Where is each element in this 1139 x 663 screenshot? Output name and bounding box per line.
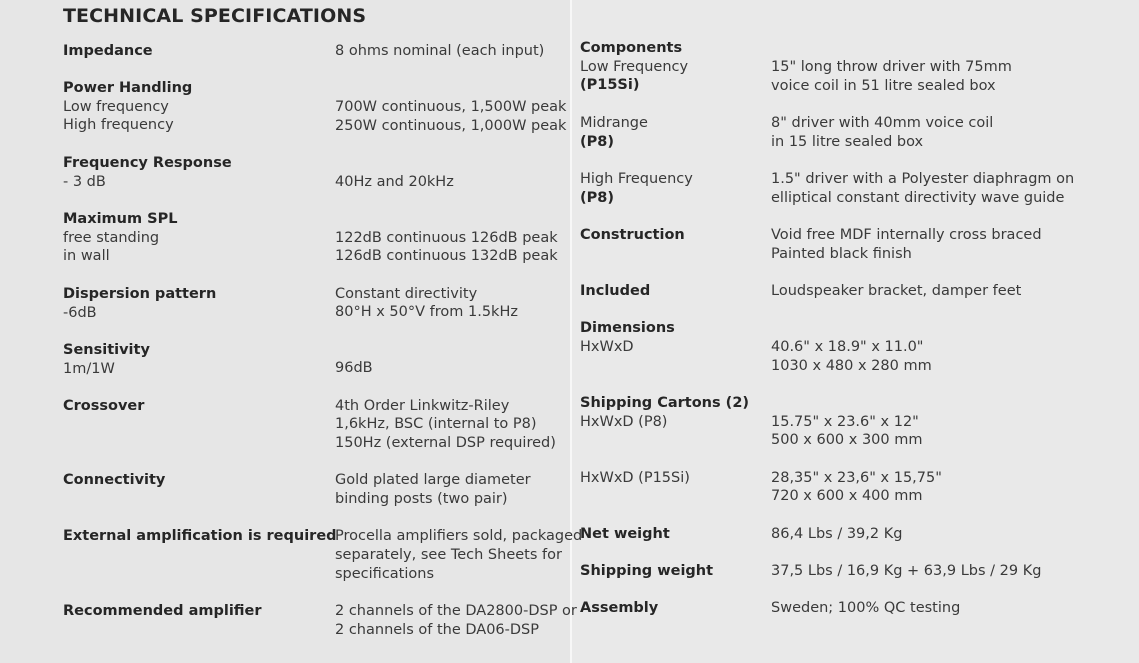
spec-value: 8 ohms nominal (each input) [335, 43, 545, 59]
spec-value: 1,6kHz, BSC (internal to P8) [335, 416, 537, 432]
spec-value: specifications [335, 566, 435, 582]
spec-label: Shipping Cartons (2) [580, 395, 750, 411]
spec-sublabel: High frequency [63, 117, 174, 133]
spec-recommended-amplifier [63, 602, 262, 621]
spec-label: Dispersion pattern [63, 286, 217, 302]
spec-label: Connectivity [63, 472, 166, 488]
spec-label: Crossover [63, 398, 145, 414]
spec-label: Dimensions [580, 320, 675, 336]
spec-midrange [580, 114, 648, 151]
spec-sublabel: Midrange [580, 115, 648, 131]
spec-connectivity [63, 471, 165, 490]
spec-model: (P8) [580, 189, 614, 206]
spec-value: 40.6" x 18.9" x 11.0" [771, 339, 924, 355]
spec-value: Procella amplifiers sold, packaged [335, 528, 583, 544]
spec-label: Impedance [63, 43, 153, 59]
spec-model: (P8) [580, 133, 614, 150]
spec-shipping-weight [580, 562, 713, 581]
spec-value: 96dB [335, 360, 373, 376]
spec-value: elliptical constant directivity wave guide [771, 190, 1065, 206]
spec-sublabel: High Frequency [580, 171, 693, 187]
spec-model: (P15Si) [580, 77, 640, 93]
spec-label: Sensitivity [63, 342, 150, 358]
spec-value: Painted black finish [771, 246, 912, 262]
spec-value: binding posts (two pair) [335, 491, 508, 507]
spec-crossover [63, 397, 144, 416]
spec-value: 150Hz (external DSP required) [335, 435, 556, 451]
spec-sublabel: HxWxD (P8) [580, 413, 668, 430]
spec-sublabel: 1m/1W [63, 360, 115, 377]
spec-value: 15.75" x 23.6" x 12" [771, 414, 919, 430]
spec-included [580, 282, 650, 301]
spec-value: separately, see Tech Sheets for [335, 547, 562, 563]
page-title: TECHNICAL SPECIFICATIONS [63, 5, 367, 27]
spec-value: 2 channels of the DA2800-DSP or [335, 603, 577, 619]
spec-value: Loudspeaker bracket, damper feet [771, 283, 1022, 299]
spec-label: Construction [580, 227, 685, 243]
spec-value: 86,4 Lbs / 39,2 Kg [771, 526, 903, 542]
spec-components [580, 39, 688, 95]
spec-sublabel: -6dB [63, 304, 97, 321]
spec-value: Void free MDF internally cross braced [771, 227, 1042, 243]
spec-label: Assembly [580, 600, 659, 616]
spec-high-frequency [580, 170, 693, 207]
spec-label: Power Handling [63, 80, 193, 96]
spec-label: Net weight [580, 526, 670, 542]
spec-label: Recommended amplifier [63, 603, 262, 619]
spec-value: 2 channels of the DA06-DSP [335, 622, 539, 638]
spec-label: External amplification is required [63, 528, 337, 544]
spec-dispersion-pattern [63, 285, 216, 322]
spec-value: 8" driver with 40mm voice coil [771, 115, 994, 131]
spec-sublabel: free standing [63, 229, 160, 246]
spec-label: Included [580, 283, 651, 299]
spec-value: 122dB continuous 126dB peak [335, 230, 558, 246]
spec-maximum-spl [63, 210, 177, 266]
spec-dimensions [580, 319, 675, 356]
spec-power-handling [63, 79, 192, 135]
spec-value: 500 x 600 x 300 mm [771, 432, 923, 448]
spec-value: 250W continuous, 1,000W peak [335, 118, 567, 134]
spec-value: 1.5" driver with a Polyester diaphragm on [771, 171, 1075, 187]
spec-value: Gold plated large diameter [335, 472, 531, 488]
spec-construction [580, 226, 685, 245]
spec-value: 1030 x 480 x 280 mm [771, 358, 932, 374]
spec-value: 720 x 600 x 400 mm [771, 488, 923, 504]
spec-external-amplification [63, 527, 337, 546]
spec-sublabel: Low Frequency [580, 58, 689, 75]
spec-shipping-cartons-p15si [580, 469, 690, 488]
spec-label: Maximum SPL [63, 211, 178, 227]
spec-frequency-response [63, 154, 232, 191]
spec-value: 700W continuous, 1,500W peak [335, 99, 567, 115]
spec-sublabel: Low frequency [63, 98, 169, 115]
spec-label: Components [580, 40, 683, 56]
spec-assembly [580, 599, 658, 618]
spec-sublabel: HxWxD [580, 338, 634, 355]
spec-sublabel: - 3 dB [63, 173, 106, 190]
spec-sublabel: HxWxD (P15Si) [580, 470, 690, 486]
spec-label: Frequency Response [63, 155, 232, 171]
spec-impedance [63, 42, 153, 61]
spec-net-weight [580, 525, 670, 544]
spec-value: Constant directivity [335, 286, 478, 302]
spec-sublabel: in wall [63, 248, 110, 264]
spec-value: Sweden; 100% QC testing [771, 600, 961, 616]
spec-sensitivity [63, 341, 150, 378]
spec-label: Shipping weight [580, 563, 714, 579]
spec-value: 80°H x 50°V from 1.5kHz [335, 304, 518, 320]
spec-shipping-cartons [580, 394, 749, 431]
spec-value: 28,35" x 23,6" x 15,75" [771, 470, 942, 486]
spec-value: 40Hz and 20kHz [335, 174, 454, 190]
spec-value: 126dB continuous 132dB peak [335, 248, 558, 264]
spec-value: 37,5 Lbs / 16,9 Kg + 63,9 Lbs / 29 Kg [771, 563, 1042, 579]
spec-value: 4th Order Linkwitz-Riley [335, 398, 510, 414]
spec-value: 15" long throw driver with 75mm [771, 59, 1012, 75]
spec-value: voice coil in 51 litre sealed box [771, 78, 996, 94]
spec-value: in 15 litre sealed box [771, 134, 924, 150]
